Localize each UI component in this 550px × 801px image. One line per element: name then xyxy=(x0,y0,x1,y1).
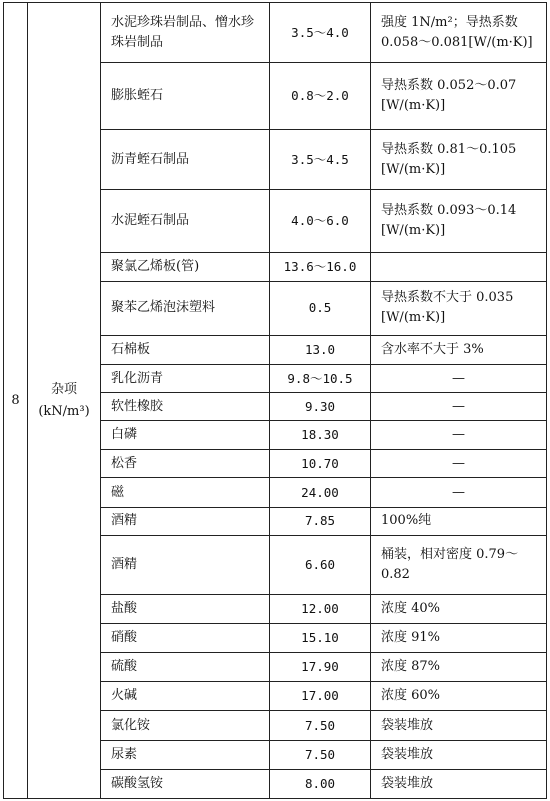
material-density: 13.6～16.0 xyxy=(270,252,371,281)
material-density: 15.10 xyxy=(270,624,371,653)
material-note: 导热系数不大于 0.035 [W/(m·K)] xyxy=(371,281,547,335)
material-note: 强度 1N/m²；导热系数 0.058～0.081[W/(m·K)] xyxy=(371,3,547,63)
material-note: 袋装堆放 xyxy=(371,740,547,769)
material-name: 软性橡胶 xyxy=(101,393,270,421)
material-density: 9.30 xyxy=(270,393,371,421)
material-note: — xyxy=(371,450,547,478)
material-density: 13.0 xyxy=(270,335,371,364)
material-density: 0.8～2.0 xyxy=(270,63,371,130)
material-density: 7.50 xyxy=(270,740,371,769)
material-name: 石棉板 xyxy=(101,335,270,364)
table-row xyxy=(4,3,547,63)
material-name: 白磷 xyxy=(101,421,270,450)
material-density: 12.00 xyxy=(270,594,371,623)
material-note: 袋装堆放 xyxy=(371,711,547,740)
material-note: 含水率不大于 3% xyxy=(371,335,547,364)
material-density: 24.00 xyxy=(270,478,371,507)
material-density: 10.70 xyxy=(270,450,371,478)
material-density: 7.85 xyxy=(270,507,371,535)
material-name: 磁 xyxy=(101,478,270,507)
material-note: — xyxy=(371,393,547,421)
material-density-table xyxy=(3,2,547,799)
material-name: 膨胀蛭石 xyxy=(101,63,270,130)
material-note: 浓度 87% xyxy=(371,653,547,682)
category-name: 杂项 xyxy=(50,381,77,397)
material-name: 沥青蛭石制品 xyxy=(101,129,270,189)
category-unit: (kN/m³) xyxy=(38,403,90,419)
material-name: 酒精 xyxy=(101,535,270,594)
material-density: 3.5～4.5 xyxy=(270,129,371,189)
material-name: 水泥珍珠岩制品、憎水珍珠岩制品 xyxy=(101,3,270,63)
material-note: 浓度 60% xyxy=(371,682,547,711)
material-density: 0.5 xyxy=(270,281,371,335)
material-density: 9.8～10.5 xyxy=(270,365,371,393)
group-number: 8 xyxy=(4,3,28,799)
material-density: 7.50 xyxy=(270,711,371,740)
material-density: 18.30 xyxy=(270,421,371,450)
material-table-container xyxy=(3,2,546,799)
material-note: 100%纯 xyxy=(371,507,547,535)
material-note: 袋装堆放 xyxy=(371,769,547,798)
material-name: 水泥蛭石制品 xyxy=(101,190,270,252)
material-name: 乳化沥青 xyxy=(101,365,270,393)
material-name: 聚氯乙烯板(管) xyxy=(101,252,270,281)
material-note: 桶装，相对密度 0.79～0.82 xyxy=(371,535,547,594)
material-name: 酒精 xyxy=(101,507,270,535)
material-density: 17.00 xyxy=(270,682,371,711)
material-name: 硫酸 xyxy=(101,653,270,682)
material-note: — xyxy=(371,478,547,507)
material-name: 碳酸氢铵 xyxy=(101,769,270,798)
material-note: 导热系数 0.81～0.105 [W/(m·K)] xyxy=(371,129,547,189)
material-name: 聚苯乙烯泡沫塑料 xyxy=(101,281,270,335)
material-density: 17.90 xyxy=(270,653,371,682)
material-note: — xyxy=(371,421,547,450)
material-name: 松香 xyxy=(101,450,270,478)
material-density: 3.5～4.0 xyxy=(270,3,371,63)
material-name: 盐酸 xyxy=(101,594,270,623)
material-note: 浓度 91% xyxy=(371,624,547,653)
material-note: 导热系数 0.052～0.07 [W/(m·K)] xyxy=(371,63,547,130)
material-name: 硝酸 xyxy=(101,624,270,653)
material-density: 8.00 xyxy=(270,769,371,798)
material-note xyxy=(371,252,547,281)
material-note: 浓度 40% xyxy=(371,594,547,623)
material-name: 火碱 xyxy=(101,682,270,711)
material-name: 氯化铵 xyxy=(101,711,270,740)
material-density: 4.0～6.0 xyxy=(270,190,371,252)
category-cell xyxy=(28,3,101,799)
material-note: — xyxy=(371,365,547,393)
material-density: 6.60 xyxy=(270,535,371,594)
material-note: 导热系数 0.093～0.14 [W/(m·K)] xyxy=(371,190,547,252)
material-name: 尿素 xyxy=(101,740,270,769)
